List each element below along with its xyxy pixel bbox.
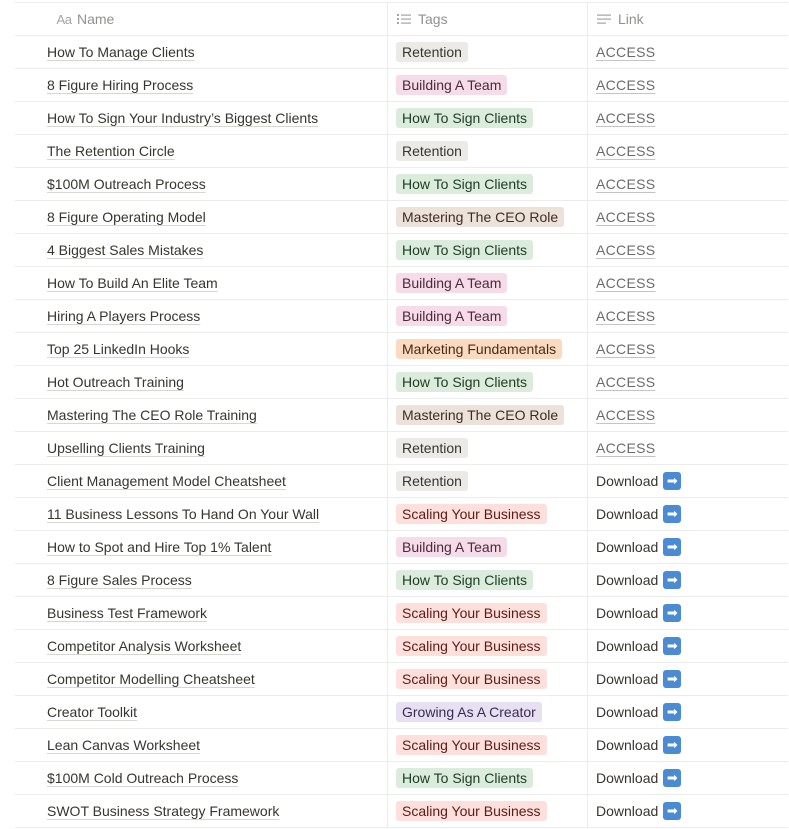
table-row[interactable] [15, 663, 788, 696]
table-row[interactable] [15, 36, 788, 69]
link-cell[interactable] [588, 762, 788, 794]
table-row[interactable] [15, 366, 788, 399]
link-cell[interactable] [588, 696, 788, 728]
tags-cell[interactable] [388, 531, 588, 563]
tags-cell[interactable] [388, 366, 588, 398]
name-cell[interactable] [15, 498, 388, 530]
download-label: Download [596, 605, 659, 621]
right-arrow-icon: ➡ [663, 637, 681, 655]
column-header-link[interactable] [588, 3, 788, 35]
download-link[interactable] [596, 703, 681, 721]
access-link[interactable]: ACCESS [596, 275, 656, 291]
access-link[interactable]: ACCESS [596, 374, 656, 390]
tag-pill: Scaling Your Business [396, 504, 547, 524]
access-link[interactable]: ACCESS [596, 77, 656, 93]
table-row[interactable] [15, 267, 788, 300]
tag-pill: Scaling Your Business [396, 735, 547, 755]
tag-pill: How To Sign Clients [396, 108, 533, 128]
row-title[interactable]: Competitor Modelling Cheatsheet [47, 671, 255, 687]
name-cell[interactable] [15, 135, 388, 167]
row-title[interactable]: How To Manage Clients [47, 44, 195, 60]
right-arrow-icon: ➡ [663, 769, 681, 787]
table-row[interactable] [15, 69, 788, 102]
row-title[interactable]: Lean Canvas Worksheet [47, 737, 201, 753]
table-row[interactable] [15, 234, 788, 267]
name-cell[interactable] [15, 564, 388, 596]
column-header-name-label: Name [77, 11, 115, 27]
row-title[interactable]: Competitor Analysis Worksheet [47, 638, 242, 654]
table-row[interactable] [15, 168, 788, 201]
name-cell[interactable] [15, 366, 388, 398]
name-cell[interactable] [15, 597, 388, 629]
tags-cell[interactable] [388, 630, 588, 662]
list-property-icon [396, 11, 412, 27]
right-arrow-icon: ➡ [663, 538, 681, 556]
tags-cell[interactable] [388, 300, 588, 332]
download-label: Download [596, 473, 659, 489]
name-cell[interactable] [15, 729, 388, 761]
link-cell[interactable] [588, 201, 788, 233]
column-header-name[interactable] [15, 3, 388, 35]
row-title[interactable]: 11 Business Lessons To Hand On Your Wall [47, 506, 320, 522]
tags-cell[interactable] [388, 234, 588, 266]
access-link[interactable]: ACCESS [596, 143, 656, 159]
access-link[interactable]: ACCESS [596, 341, 656, 357]
link-cell[interactable] [588, 729, 788, 761]
table-row[interactable] [15, 762, 788, 795]
row-title[interactable]: SWOT Business Strategy Framework [47, 803, 280, 819]
name-cell[interactable] [15, 795, 388, 827]
row-title[interactable]: Mastering The CEO Role Training [47, 407, 257, 423]
tags-cell[interactable] [388, 465, 588, 497]
right-arrow-icon: ➡ [663, 802, 681, 820]
table-row[interactable] [15, 102, 788, 135]
name-cell[interactable] [15, 399, 388, 431]
tags-cell[interactable] [388, 36, 588, 68]
row-title[interactable]: 8 Figure Operating Model [47, 209, 206, 225]
table-row[interactable] [15, 729, 788, 762]
row-title[interactable]: 4 Biggest Sales Mistakes [47, 242, 204, 258]
link-cell[interactable] [588, 465, 788, 497]
right-arrow-icon: ➡ [663, 571, 681, 589]
name-cell[interactable] [15, 333, 388, 365]
tag-pill: Building A Team [396, 306, 507, 326]
tag-pill: Marketing Fundamentals [396, 339, 562, 359]
tags-cell[interactable] [388, 795, 588, 827]
tag-pill: Retention [396, 471, 468, 491]
row-title[interactable]: How To Sign Your Industry’s Biggest Clients [47, 110, 319, 126]
tags-cell[interactable] [388, 399, 588, 431]
table-row[interactable] [15, 135, 788, 168]
tags-cell[interactable] [388, 564, 588, 596]
tags-cell[interactable] [388, 267, 588, 299]
access-link[interactable]: ACCESS [596, 176, 656, 192]
link-cell[interactable] [588, 366, 788, 398]
name-cell[interactable] [15, 168, 388, 200]
access-link[interactable]: ACCESS [596, 407, 656, 423]
download-label: Download [596, 506, 659, 522]
download-label: Download [596, 704, 659, 720]
row-title[interactable]: The Retention Circle [47, 143, 175, 159]
download-link[interactable] [596, 505, 681, 523]
right-arrow-icon: ➡ [663, 736, 681, 754]
tag-pill: Mastering The CEO Role [396, 405, 564, 425]
tag-pill: Scaling Your Business [396, 669, 547, 689]
link-cell[interactable] [588, 234, 788, 266]
tag-pill: Scaling Your Business [396, 636, 547, 656]
tags-cell[interactable] [388, 135, 588, 167]
column-header-link-label: Link [618, 11, 644, 27]
access-link[interactable]: ACCESS [596, 44, 656, 60]
name-cell[interactable] [15, 300, 388, 332]
access-link[interactable]: ACCESS [596, 209, 656, 225]
name-cell[interactable] [15, 663, 388, 695]
row-title[interactable]: Top 25 LinkedIn Hooks [47, 341, 190, 357]
download-link[interactable] [596, 472, 681, 490]
link-cell[interactable] [588, 564, 788, 596]
right-arrow-icon: ➡ [663, 472, 681, 490]
tag-pill: Mastering The CEO Role [396, 207, 564, 227]
download-label: Download [596, 638, 659, 654]
link-cell[interactable] [588, 432, 788, 464]
tag-pill: How To Sign Clients [396, 768, 533, 788]
link-cell[interactable] [588, 630, 788, 662]
download-link[interactable] [596, 802, 681, 820]
tag-pill: Building A Team [396, 273, 507, 293]
access-link[interactable]: ACCESS [596, 308, 656, 324]
name-cell[interactable] [15, 630, 388, 662]
download-link[interactable] [596, 538, 681, 556]
link-cell[interactable] [588, 498, 788, 530]
tags-cell[interactable] [388, 762, 588, 794]
access-link[interactable]: ACCESS [596, 110, 656, 126]
table-row[interactable] [15, 465, 788, 498]
link-cell[interactable] [588, 531, 788, 563]
table-row[interactable] [15, 399, 788, 432]
download-label: Download [596, 737, 659, 753]
table-row[interactable] [15, 498, 788, 531]
download-label: Download [596, 770, 659, 786]
row-title[interactable]: Hot Outreach Training [47, 374, 184, 390]
name-cell[interactable] [15, 201, 388, 233]
link-cell[interactable] [588, 399, 788, 431]
table-row[interactable] [15, 432, 788, 465]
name-cell[interactable] [15, 465, 388, 497]
text-property-icon: Aa [56, 11, 72, 27]
download-link[interactable] [596, 670, 681, 688]
tags-cell[interactable] [388, 498, 588, 530]
tag-pill: Retention [396, 42, 468, 62]
download-link[interactable] [596, 637, 681, 655]
link-cell[interactable] [588, 135, 788, 167]
table-row[interactable] [15, 531, 788, 564]
tags-cell[interactable] [388, 729, 588, 761]
row-title[interactable]: Creator Toolkit [47, 704, 138, 720]
download-label: Download [596, 803, 659, 819]
row-title[interactable]: $100M Outreach Process [47, 176, 206, 192]
tag-pill: Building A Team [396, 537, 507, 557]
download-label: Download [596, 539, 659, 555]
database-table [15, 2, 788, 828]
tag-pill: How To Sign Clients [396, 372, 533, 392]
tags-cell[interactable] [388, 432, 588, 464]
name-cell[interactable] [15, 102, 388, 134]
tag-pill: Building A Team [396, 75, 507, 95]
tags-cell[interactable] [388, 201, 588, 233]
tag-pill: Scaling Your Business [396, 801, 547, 821]
row-title[interactable]: 8 Figure Hiring Process [47, 77, 194, 93]
tags-cell[interactable] [388, 597, 588, 629]
link-cell[interactable] [588, 597, 788, 629]
link-cell[interactable] [588, 69, 788, 101]
link-cell[interactable] [588, 333, 788, 365]
name-cell[interactable] [15, 36, 388, 68]
row-title[interactable]: How to Spot and Hire Top 1% Talent [47, 539, 272, 555]
tag-pill: How To Sign Clients [396, 570, 533, 590]
name-cell[interactable] [15, 762, 388, 794]
link-cell[interactable] [588, 663, 788, 695]
access-link[interactable]: ACCESS [596, 440, 656, 456]
link-cell[interactable] [588, 300, 788, 332]
table-body [15, 36, 788, 828]
download-label: Download [596, 572, 659, 588]
table-row[interactable] [15, 564, 788, 597]
download-link[interactable] [596, 571, 681, 589]
column-header-tags[interactable] [388, 3, 588, 35]
right-arrow-icon: ➡ [663, 604, 681, 622]
link-cell[interactable] [588, 795, 788, 827]
download-link[interactable] [596, 604, 681, 622]
tag-pill: Retention [396, 141, 468, 161]
tags-cell[interactable] [388, 663, 588, 695]
row-title[interactable]: How To Build An Elite Team [47, 275, 218, 291]
tag-pill: How To Sign Clients [396, 240, 533, 260]
link-cell[interactable] [588, 36, 788, 68]
right-arrow-icon: ➡ [663, 670, 681, 688]
table-row[interactable] [15, 300, 788, 333]
access-link[interactable]: ACCESS [596, 242, 656, 258]
download-label: Download [596, 671, 659, 687]
text-lines-icon [596, 11, 612, 27]
name-cell[interactable] [15, 234, 388, 266]
name-cell[interactable] [15, 69, 388, 101]
download-link[interactable] [596, 736, 681, 754]
right-arrow-icon: ➡ [663, 505, 681, 523]
table-row[interactable] [15, 333, 788, 366]
table-row[interactable] [15, 201, 788, 234]
link-cell[interactable] [588, 168, 788, 200]
table-row[interactable] [15, 597, 788, 630]
name-cell[interactable] [15, 531, 388, 563]
tags-cell[interactable] [388, 333, 588, 365]
row-title[interactable]: 8 Figure Sales Process [47, 572, 192, 588]
table-row[interactable] [15, 696, 788, 729]
tags-cell[interactable] [388, 168, 588, 200]
link-cell[interactable] [588, 267, 788, 299]
name-cell[interactable] [15, 267, 388, 299]
tag-pill: Retention [396, 438, 468, 458]
tags-cell[interactable] [388, 69, 588, 101]
name-cell[interactable] [15, 696, 388, 728]
tag-pill: Growing As A Creator [396, 702, 542, 722]
row-title[interactable]: $100M Cold Outreach Process [47, 770, 239, 786]
row-title[interactable]: Hiring A Players Process [47, 308, 201, 324]
table-row[interactable] [15, 795, 788, 828]
tag-pill: Scaling Your Business [396, 603, 547, 623]
row-title[interactable]: Business Test Framework [47, 605, 208, 621]
download-link[interactable] [596, 769, 681, 787]
name-cell[interactable] [15, 432, 388, 464]
table-header [15, 3, 788, 36]
tags-cell[interactable] [388, 696, 588, 728]
right-arrow-icon: ➡ [663, 703, 681, 721]
tag-pill: How To Sign Clients [396, 174, 533, 194]
row-title[interactable]: Client Management Model Cheatsheet [47, 473, 286, 489]
row-title[interactable]: Upselling Clients Training [47, 440, 205, 456]
table-row[interactable] [15, 630, 788, 663]
link-cell[interactable] [588, 102, 788, 134]
column-header-tags-label: Tags [418, 11, 448, 27]
tags-cell[interactable] [388, 102, 588, 134]
